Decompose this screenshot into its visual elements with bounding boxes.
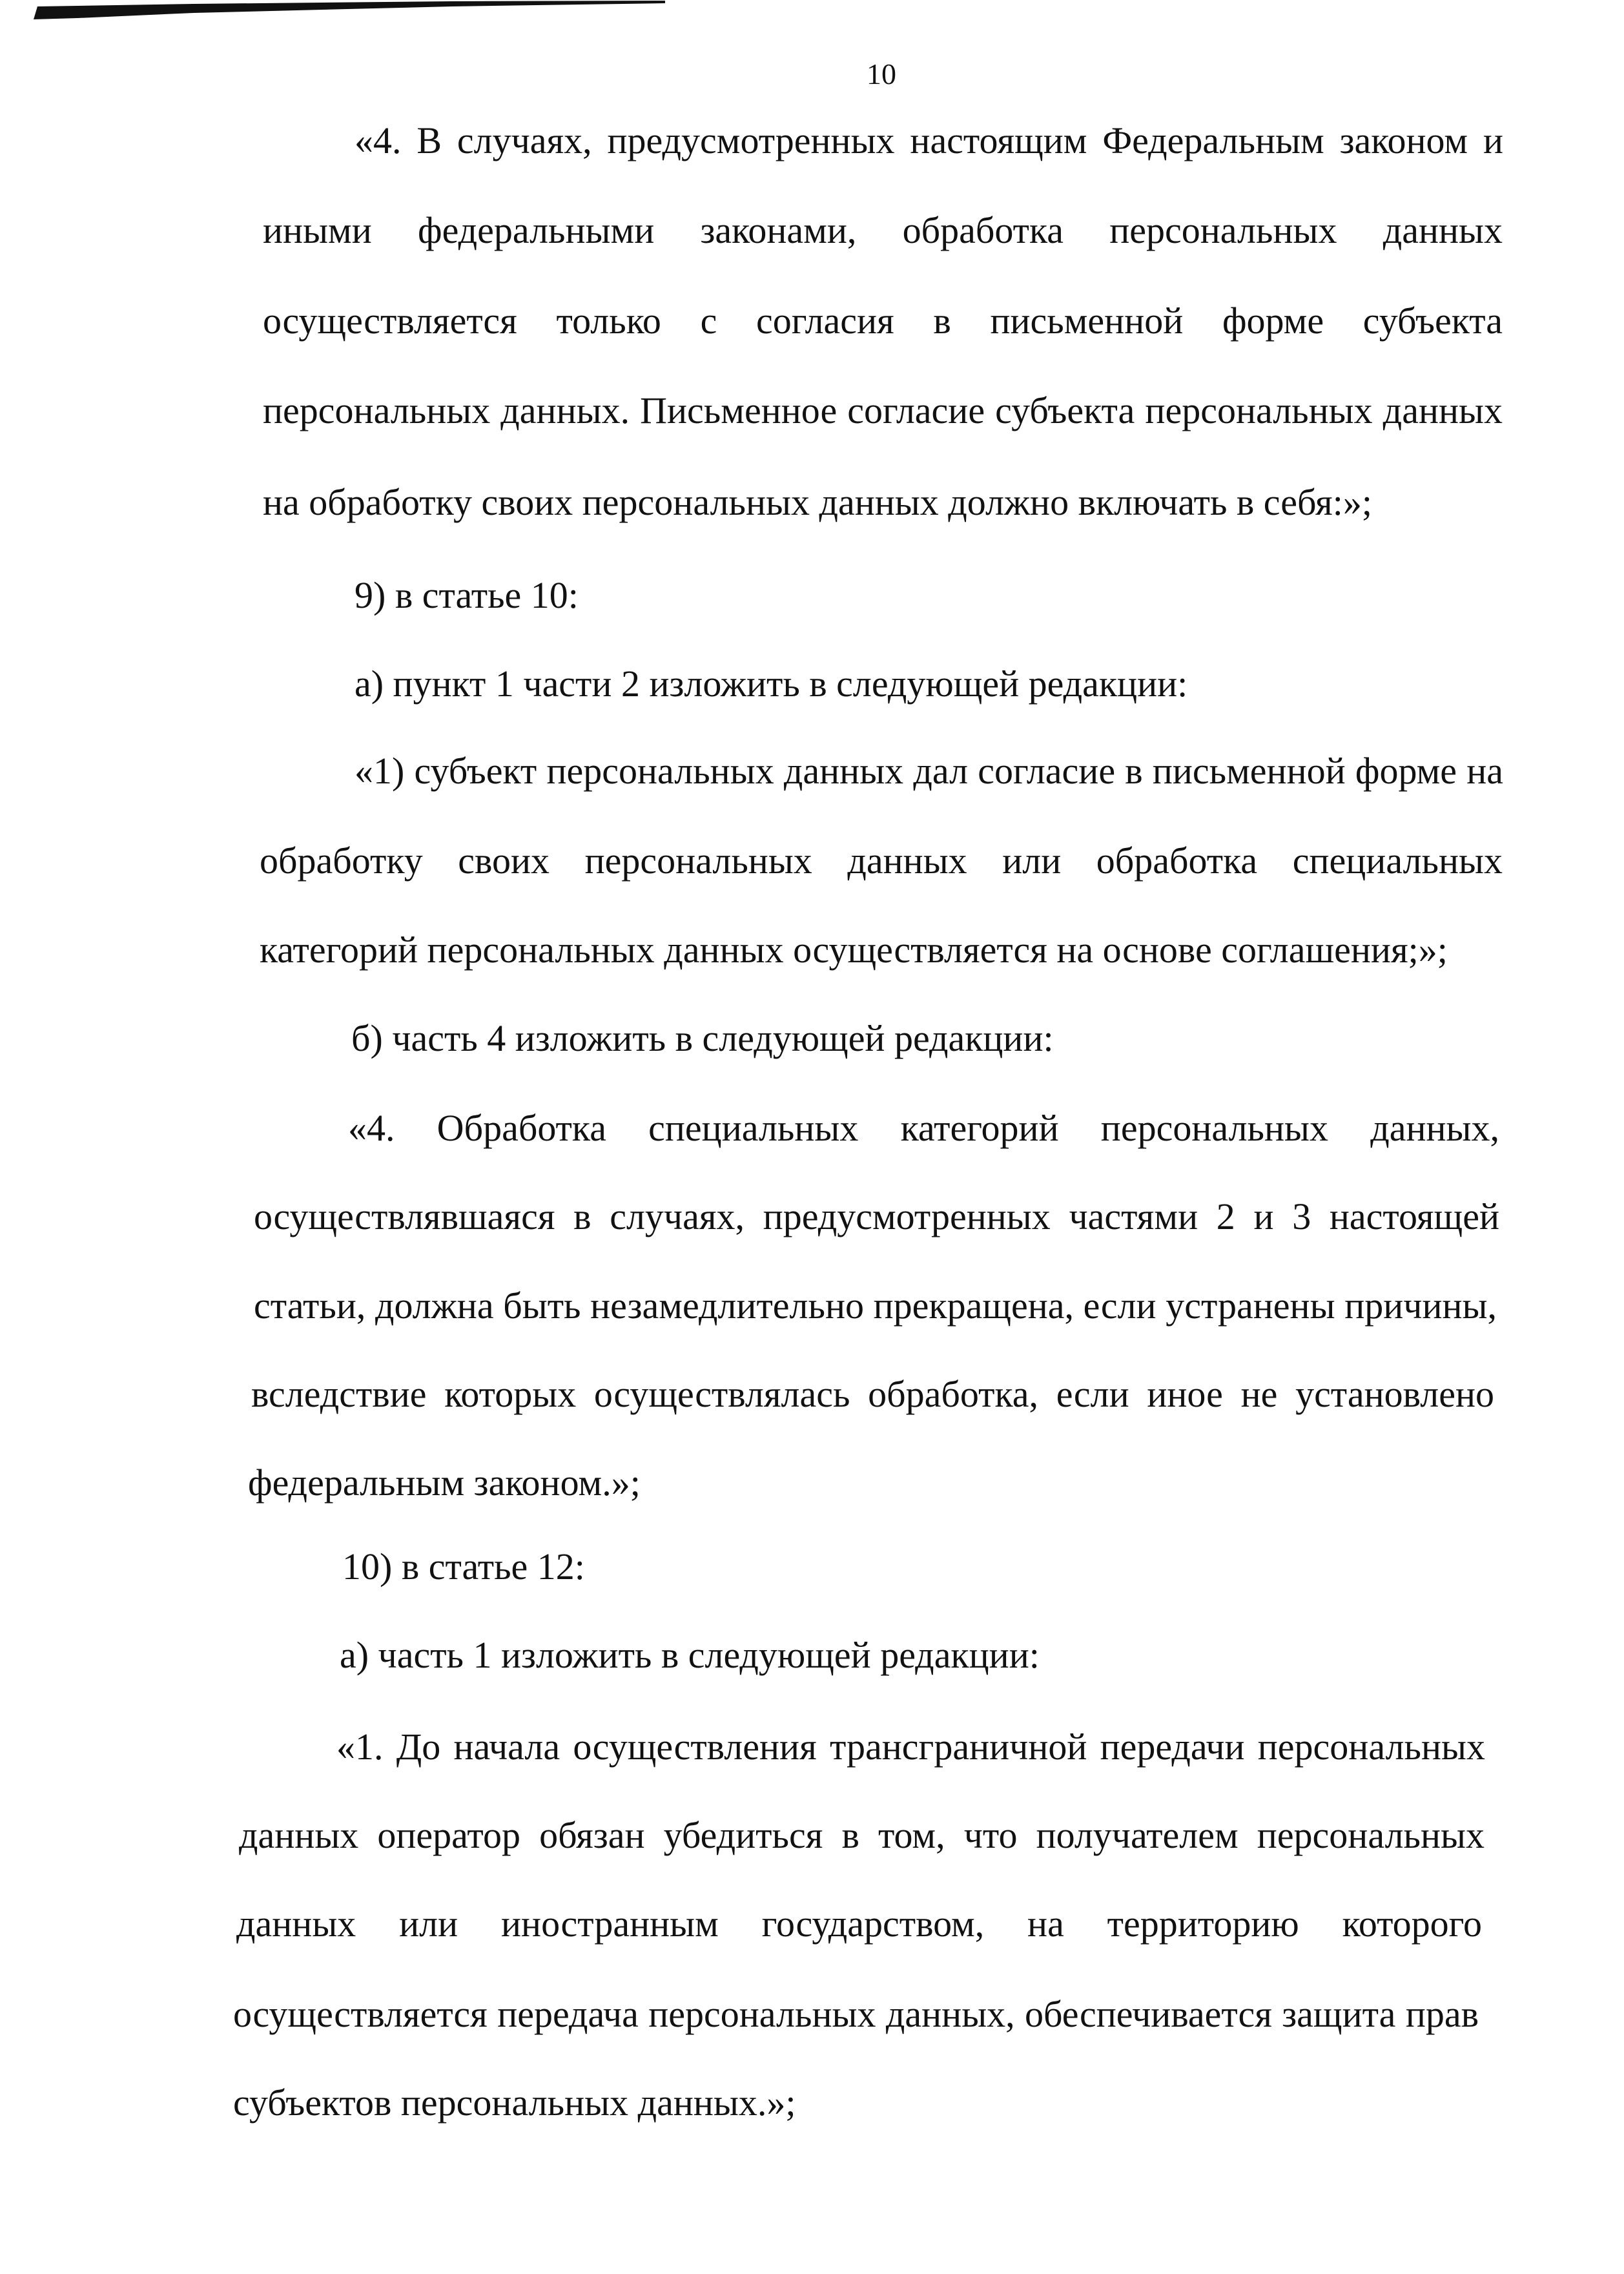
text-line: «1. До начала осуществления трансграничной передачи персональных xyxy=(336,1726,1485,1768)
scan-edge-shadow xyxy=(0,0,710,26)
text-line: данных оператор обязан убедиться в том, что получателем персональных xyxy=(239,1814,1485,1856)
text-line: осуществляется передача персональных данных, обеспечивается защита прав xyxy=(233,1993,1479,2035)
text-line: а) часть 1 изложить в следующей редакции: xyxy=(340,1634,1040,1676)
text-line: персональных данных. Письменное согласие субъекта персональных данных xyxy=(263,389,1503,431)
page-number: 10 xyxy=(867,57,896,90)
text-line: «4. В случаях, предусмотренных настоящим Федеральным законом и xyxy=(355,119,1503,161)
text-line: «1) субъект персональных данных дал согласие в письменной форме на xyxy=(355,750,1503,792)
text-line: данных или иностранным государством, на территорию которого xyxy=(236,1903,1482,1945)
text-line: статьи, должна быть незамедлительно прекращена, если устранены причины, xyxy=(254,1285,1497,1327)
text-line: категорий персональных данных осуществляется на основе соглашения;»; xyxy=(260,929,1448,971)
text-line: б) часть 4 изложить в следующей редакции: xyxy=(351,1017,1054,1059)
text-line: федеральным законом.»; xyxy=(248,1462,641,1504)
text-line: на обработку своих персональных данных должно включать в себя:»; xyxy=(263,481,1372,523)
text-line: иными федеральными законами, обработка персональных данных xyxy=(263,209,1503,251)
text-line: вследствие которых осуществлялась обработка, если иное не установлено xyxy=(251,1373,1494,1415)
text-line: 10) в статье 12: xyxy=(342,1545,585,1587)
text-line: осуществляется только с согласия в письменной форме субъекта xyxy=(263,300,1503,342)
text-line: 9) в статье 10: xyxy=(355,574,579,616)
text-line: а) пункт 1 части 2 изложить в следующей редакции: xyxy=(355,663,1188,705)
text-line: «4. Обработка специальных категорий персональных данных, xyxy=(348,1107,1499,1149)
text-line: обработку своих персональных данных или обработка специальных xyxy=(260,840,1503,882)
text-line: осуществлявшаяся в случаях, предусмотренных частями 2 и 3 настоящей xyxy=(254,1195,1499,1237)
text-line: субъектов персональных данных.»; xyxy=(233,2082,796,2124)
